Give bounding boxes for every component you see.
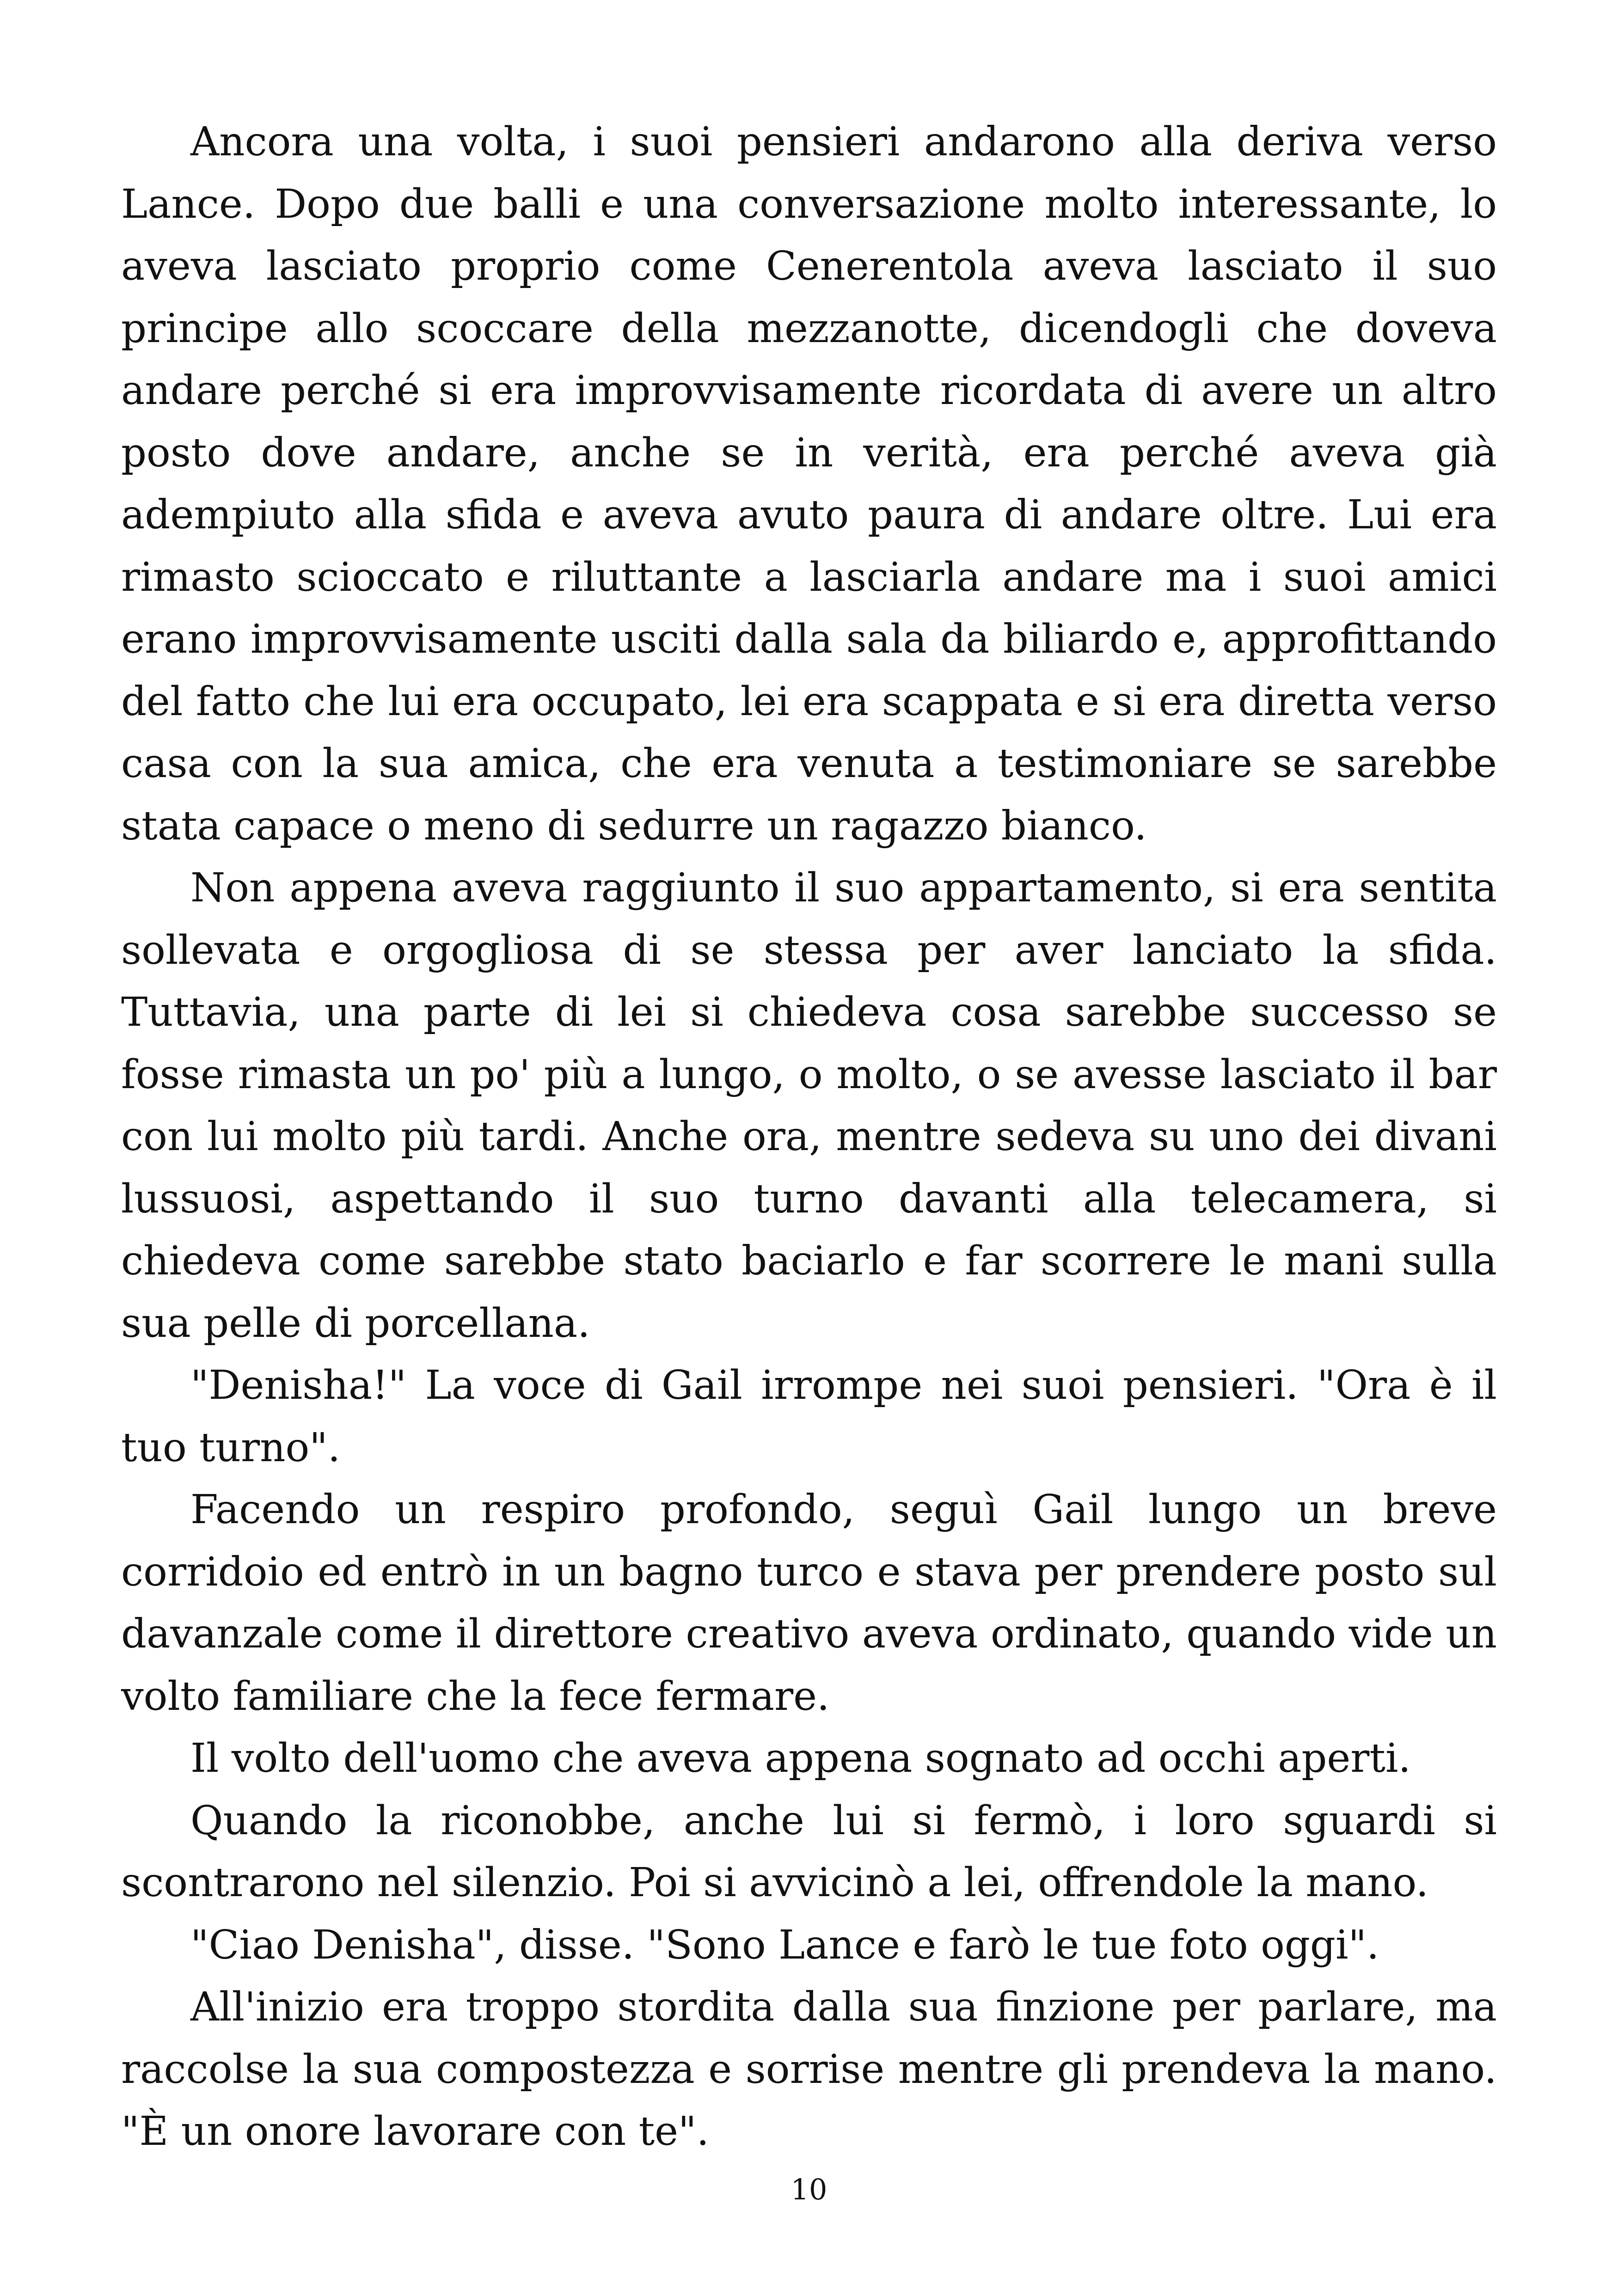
paragraph-5: Il volto dell'uomo che aveva appena sognato ad occhi aperti.: [190, 1735, 1411, 1782]
paragraph-3: "Denisha!" La voce di Gail irrompe nei suoi pensieri. "Ora è il tuo turno".: [121, 1362, 1497, 1471]
paragraph-2: Non appena aveva raggiunto il suo appartamento, si era sentita sollevata e orgogliosa di se stessa per aver lanciato la sfida. Tuttavia, una parte di lei si chiedeva cosa sarebbe successo se fosse rimasta un po' più a lungo, o molto, o se avesse lasciato il bar con lui molto più tardi. Anche ora, mentre sedeva su uno dei divani lussuosi, aspettando il suo turno davanti alla telecamera, si chiedeva come sarebbe stato baciarlo e far scorrere le mani sulla sua pelle di porcellana.: [121, 865, 1497, 1347]
paragraph-6: Quando la riconobbe, anche lui si fermò, i loro sguardi si scontrarono nel silenzio. Poi si avvicinò a lei, offrendole la mano.: [121, 1797, 1497, 1906]
paragraph-1: Ancora una volta, i suoi pensieri andarono alla deriva verso Lance. Dopo due balli e una conversazione molto interessante, lo aveva lasciato proprio come Cenerentola aveva lasciato il suo principe allo scoccare della mezzanotte, dicendogli che doveva andare perché si era improvvisamente ricordata di avere un altro posto dove andare, anche se in verità, era perché aveva già adempiuto alla sfida e aveva avuto paura di andare oltre. Lui era rimasto scioccato e riluttante a lasciarla andare ma i suoi amici erano improvvisamente usciti dalla sala da biliardo e, approfittando del fatto che lui era occupato, lei era scappata e si era diretta verso casa con la sua amica, che era venuta a testimoniare se sarebbe stata capace o meno di sedurre un ragazzo bianco.: [121, 119, 1497, 849]
paragraph-4: Facendo un respiro profondo, seguì Gail lungo un breve corridoio ed entrò in un bagno turco e stava per prendere posto sul davanzale come il direttore creativo aveva ordinato, quando vide un volto familiare che la fece fermare.: [121, 1487, 1497, 1720]
paragraph-7: "Ciao Denisha", disse. "Sono Lance e farò le tue foto oggi".: [190, 1922, 1379, 1968]
page-number: 10: [791, 2173, 827, 2206]
body-text: [121, 111, 1497, 2163]
paragraph-8: All'inizio era troppo stordita dalla sua finzione per parlare, ma raccolse la sua compostezza e sorrise mentre gli prendeva la mano. "È un onore lavorare con te".: [121, 1984, 1497, 2155]
